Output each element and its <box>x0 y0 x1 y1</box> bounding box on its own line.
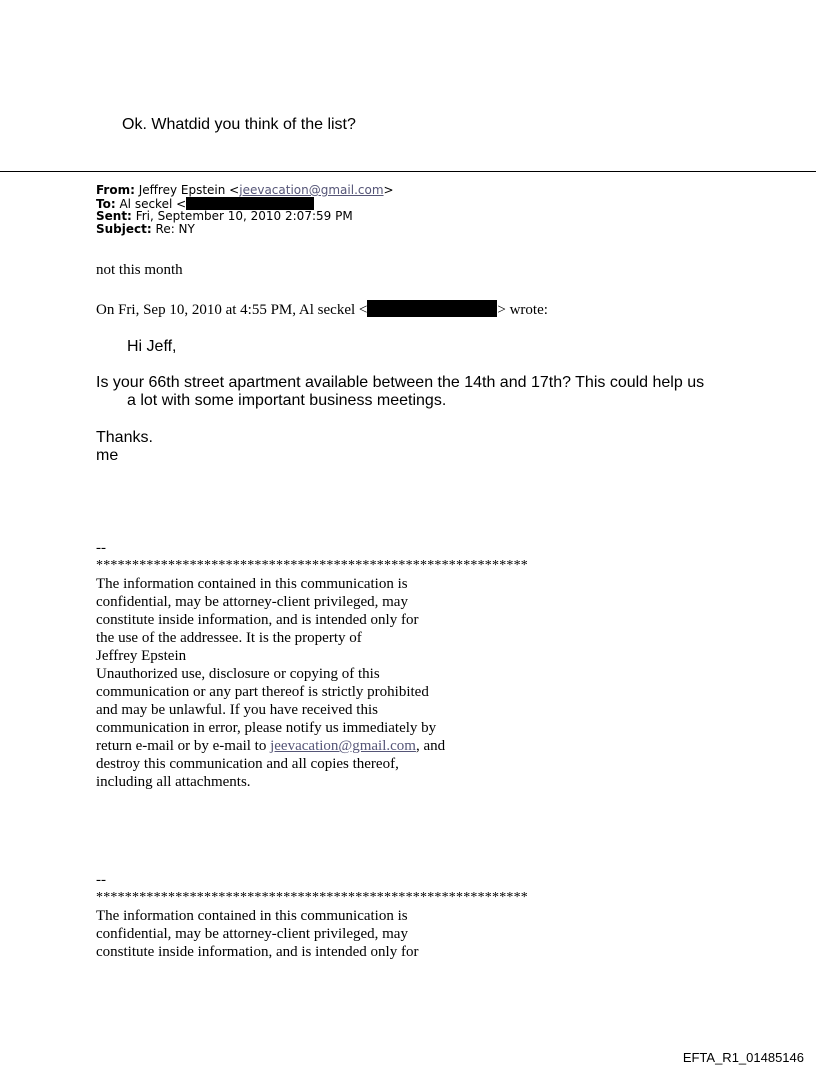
quoted-greeting: Hi Jeff, <box>127 338 177 355</box>
disclaimer-stars: ************************************************************ <box>96 558 528 573</box>
disclaimer-line: communication in error, please notify us immediately by <box>96 720 437 736</box>
sent-value: Fri, September 10, 2010 2:07:59 PM <box>135 209 353 223</box>
disclaimer-dash: -- <box>96 540 106 556</box>
quoted-body-line1: Is your 66th street apartment available between the 14th and 17th? This could help us <box>96 374 705 391</box>
disclaimer-2 <box>96 871 528 961</box>
disclaimer-line: and may be unlawful. If you have received this <box>96 702 378 718</box>
quoted-body-line2: a lot with some important business meetings. <box>127 392 447 409</box>
from-email-link[interactable]: jeevacation@gmail.com <box>239 183 384 197</box>
disclaimer-line: the use of the addressee. It is the property of <box>96 630 362 646</box>
disclaimer-line: confidential, may be attorney-client privileged, may <box>96 926 408 942</box>
disclaimer-line: including all attachments. <box>96 774 251 790</box>
header-subject <box>96 223 195 236</box>
disclaimer-line: confidential, may be attorney-client privileged, may <box>96 594 408 610</box>
from-label: From: <box>96 183 135 197</box>
disclaimer-dash: -- <box>96 872 106 888</box>
to-label: To: <box>96 197 116 211</box>
disclaimer-line: destroy this communication and all copies thereof, <box>96 756 399 772</box>
subject-value: Re: NY <box>155 222 195 236</box>
quoted-thanks: Thanks. <box>96 429 153 446</box>
from-close: > <box>383 183 394 197</box>
quote-intro-suffix: > wrote: <box>497 302 548 318</box>
reply-text: not this month <box>96 262 183 278</box>
redaction-box <box>367 300 497 317</box>
quote-intro-prefix: On Fri, Sep 10, 2010 at 4:55 PM, Al seckel < <box>96 302 368 318</box>
disclaimer-line: The information contained in this communication is <box>96 576 408 592</box>
return-email-link[interactable]: jeevacation@gmail.com <box>270 738 416 754</box>
disclaimer-1 <box>96 539 528 791</box>
disclaimer-line: Jeffrey Epstein <box>96 648 187 664</box>
disclaimer-stars: ************************************************************ <box>96 890 528 905</box>
divider-line <box>0 171 816 172</box>
top-message: Ok. Whatdid you think of the list? <box>122 116 356 133</box>
disclaimer-return-line <box>96 737 516 755</box>
return-prefix: return e-mail or by e-mail to <box>96 738 271 754</box>
return-suffix: , and <box>415 738 446 754</box>
disclaimer-line: constitute inside information, and is intended only for <box>96 612 419 628</box>
disclaimer-line: The information contained in this communication is <box>96 908 408 924</box>
quoted-signature: me <box>96 447 119 464</box>
disclaimer-line: Unauthorized use, disclosure or copying of this <box>96 666 380 682</box>
quote-intro <box>96 300 548 319</box>
sent-label: Sent: <box>96 209 132 223</box>
from-name: Jeffrey Epstein < <box>138 183 240 197</box>
document-id: EFTA_R1_01485146 <box>682 1050 804 1065</box>
header-from <box>96 184 394 197</box>
subject-label: Subject: <box>96 222 152 236</box>
disclaimer-line: communication or any part thereof is strictly prohibited <box>96 684 429 700</box>
to-value: Al seckel < <box>119 197 187 211</box>
disclaimer-line: constitute inside information, and is intended only for <box>96 944 419 960</box>
